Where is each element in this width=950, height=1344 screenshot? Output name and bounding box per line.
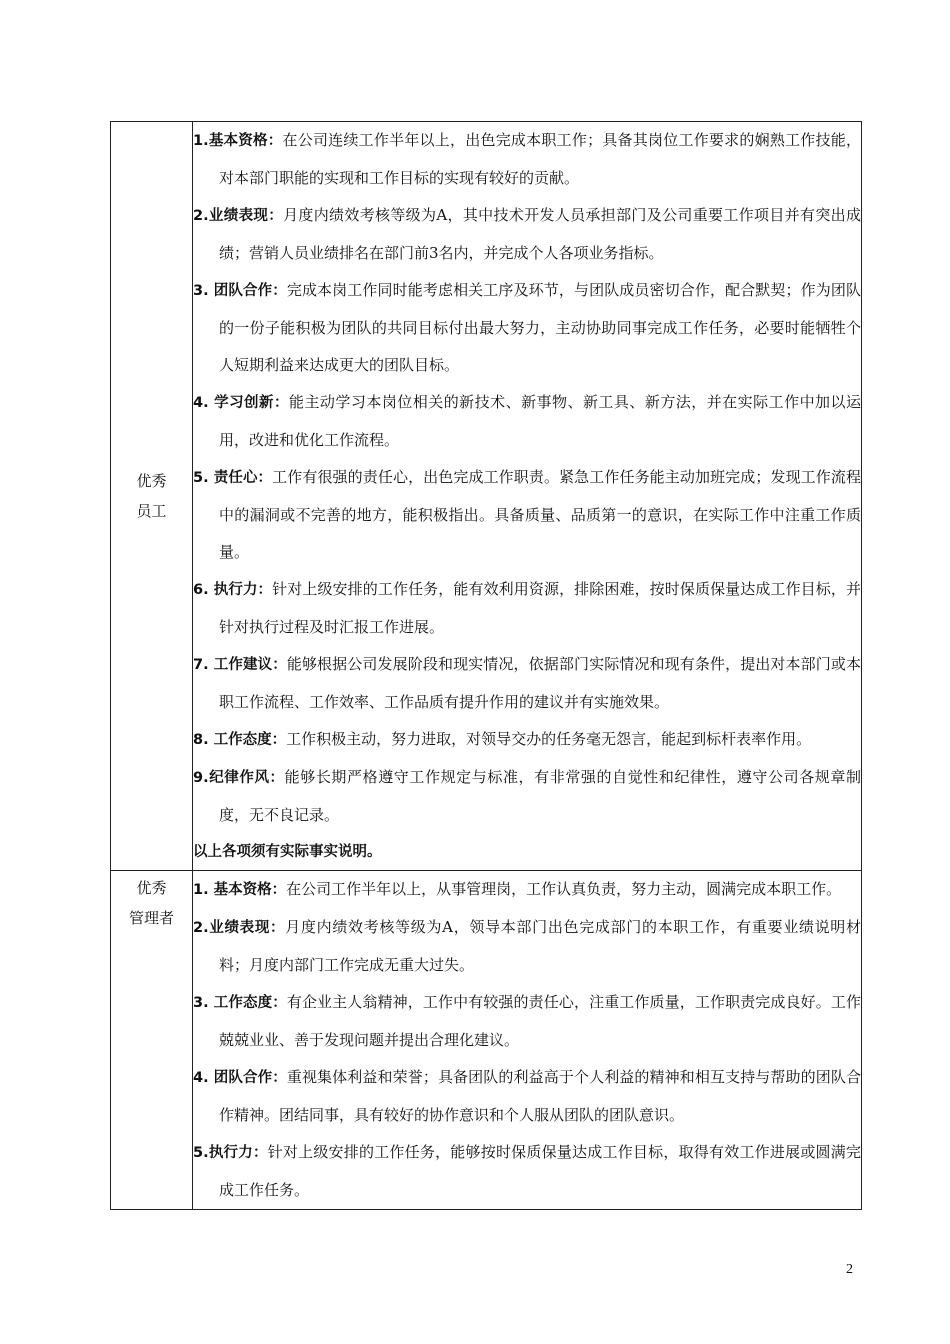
list-item bbox=[193, 384, 861, 459]
criteria-cell bbox=[193, 122, 862, 871]
item-label: 2.业绩表现： bbox=[193, 920, 286, 936]
item-text: 工作积极主动，努力进取，对领导交办的任务毫无怨言，能起到标杆表率作用。 bbox=[286, 730, 812, 748]
list-item bbox=[193, 1059, 861, 1134]
item-label: 4. 团队合作： bbox=[193, 1070, 287, 1086]
item-text: 月度内绩效考核等级为A，领导本部门出色完成部门的本职工作，有重要业绩说明材料；月度内部门工作完成无重大过失。 bbox=[219, 918, 861, 974]
list-item bbox=[193, 984, 861, 1059]
list-item bbox=[193, 646, 861, 721]
item-label: 8. 工作态度： bbox=[193, 732, 287, 748]
item-label: 7. 工作建议： bbox=[193, 657, 287, 673]
list-item bbox=[193, 459, 861, 571]
table-row bbox=[111, 871, 862, 1210]
category-line: 优秀 bbox=[136, 472, 167, 490]
item-text: 能主动学习本岗位相关的新技术、新事物、新工具、新方法，并在实际工作中加以运用，改进和优化工作流程。 bbox=[219, 393, 861, 449]
section-note: 以上各项须有实际事实说明。 bbox=[193, 844, 382, 860]
item-label: 4. 学习创新： bbox=[193, 395, 289, 411]
list-item bbox=[193, 197, 861, 272]
table-row bbox=[111, 122, 862, 871]
item-label: 2.业绩表现： bbox=[193, 208, 284, 224]
item-text: 在公司连续工作半年以上，出色完成本职工作；具备其岗位工作要求的娴熟工作技能，对本部门职能的实现和工作目标的实现有较好的贡献。 bbox=[219, 131, 861, 187]
category-label bbox=[111, 466, 192, 526]
list-item bbox=[193, 122, 861, 197]
item-label: 5.执行力： bbox=[193, 1145, 268, 1161]
item-label: 1. 基本资格： bbox=[193, 882, 287, 898]
page-number: 2 bbox=[846, 1262, 853, 1277]
item-label: 3. 工作态度： bbox=[193, 995, 287, 1011]
list-item bbox=[193, 759, 861, 834]
item-label: 5. 责任心： bbox=[193, 470, 273, 486]
list-item bbox=[193, 871, 861, 909]
category-cell bbox=[111, 871, 193, 1210]
item-text: 针对上级安排的工作任务，能够按时保质保量达成工作目标，取得有效工作进展或圆满完成工作任务。 bbox=[219, 1143, 861, 1199]
list-item bbox=[193, 272, 861, 384]
item-text: 有企业主人翁精神，工作中有较强的责任心，注重工作质量，工作职责完成良好。工作兢兢业业、善于发现问题并提出合理化建议。 bbox=[219, 993, 861, 1049]
category-line: 管理者 bbox=[128, 909, 174, 927]
item-label: 3. 团队合作： bbox=[193, 283, 287, 299]
category-line: 优秀 bbox=[136, 879, 167, 897]
list-item bbox=[193, 571, 861, 646]
criteria-cell bbox=[193, 871, 862, 1210]
item-text: 针对上级安排的工作任务，能有效利用资源，排除困难，按时保质保量达成工作目标，并针对执行过程及时汇报工作进展。 bbox=[219, 580, 861, 636]
category-cell bbox=[111, 122, 193, 871]
list-item bbox=[193, 909, 861, 984]
criteria-table bbox=[110, 121, 862, 1210]
item-text: 完成本岗工作同时能考虑相关工序及环节，与团队成员密切合作，配合默契；作为团队的一份子能积极为团队的共同目标付出最大努力，主动协助同事完成工作任务，必要时能牺牲个人短期利益来达成更大的团队目标。 bbox=[219, 281, 861, 374]
item-text: 能够长期严格遵守工作规定与标准，有非常强的自觉性和纪律性，遵守公司各规章制度，无不良记录。 bbox=[219, 768, 861, 824]
item-text: 月度内绩效考核等级为A，其中技术开发人员承担部门及公司重要工作项目并有突出成绩；营销人员业绩排名在部门前3名内，并完成个人各项业务指标。 bbox=[219, 206, 861, 262]
item-text: 能够根据公司发展阶段和现实情况，依据部门实际情况和现有条件，提出对本部门或本职工作流程、工作效率、工作品质有提升作用的建议并有实施效果。 bbox=[219, 655, 861, 711]
list-item bbox=[193, 721, 861, 759]
item-label: 9.纪律作风： bbox=[193, 770, 285, 786]
item-label: 1.基本资格： bbox=[193, 133, 283, 149]
item-text: 工作有很强的责任心，出色完成工作职责。紧急工作任务能主动加班完成；发现工作流程中的漏洞或不完善的地方，能积极指出。具备质量、品质第一的意识，在实际工作中注重工作质量。 bbox=[219, 468, 861, 561]
item-text: 重视集体利益和荣誉；具备团队的利益高于个人利益的精神和相互支持与帮助的团队合作精神。团结同事，具有较好的协作意识和个人服从团队的团队意识。 bbox=[219, 1068, 861, 1124]
item-label: 6. 执行力： bbox=[193, 582, 273, 598]
category-label bbox=[111, 871, 192, 933]
item-text: 在公司工作半年以上，从事管理岗，工作认真负责，努力主动，圆满完成本职工作。 bbox=[286, 880, 842, 898]
category-line: 员工 bbox=[136, 502, 167, 520]
list-item bbox=[193, 1134, 861, 1209]
